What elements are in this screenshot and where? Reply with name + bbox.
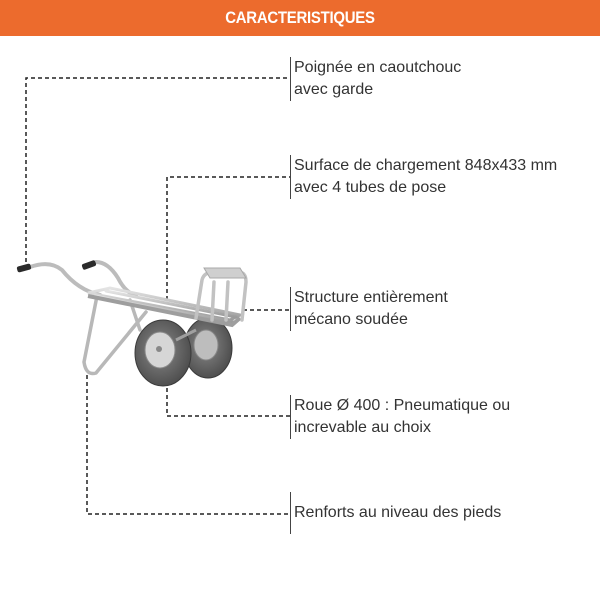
feature-structure: [290, 287, 448, 331]
feature-handle-line2: avec garde: [294, 81, 374, 98]
feature-structure-line2: mécano soudée: [294, 311, 408, 328]
feature-surface-line1: Surface de chargement 848x433 mm: [294, 157, 558, 174]
feature-structure-line1: Structure entièrement: [294, 289, 448, 306]
feature-feet-reinforcement: [290, 492, 501, 534]
feature-feet-line1: Renforts au niveau des pieds: [294, 504, 502, 521]
feature-wheel-line1: Roue Ø 400 : Pneumatique ou: [294, 397, 511, 414]
feature-handle-line1: Poignée en caoutchouc: [294, 59, 462, 76]
feature-handle: [290, 57, 461, 101]
feature-wheel-line2: increvable au choix: [294, 419, 431, 436]
feature-loading-surface: [290, 155, 557, 199]
page-title: CARACTERISTIQUES: [225, 8, 375, 27]
feature-surface-line2: avec 4 tubes de pose: [294, 179, 447, 196]
feature-wheel: [290, 395, 510, 439]
